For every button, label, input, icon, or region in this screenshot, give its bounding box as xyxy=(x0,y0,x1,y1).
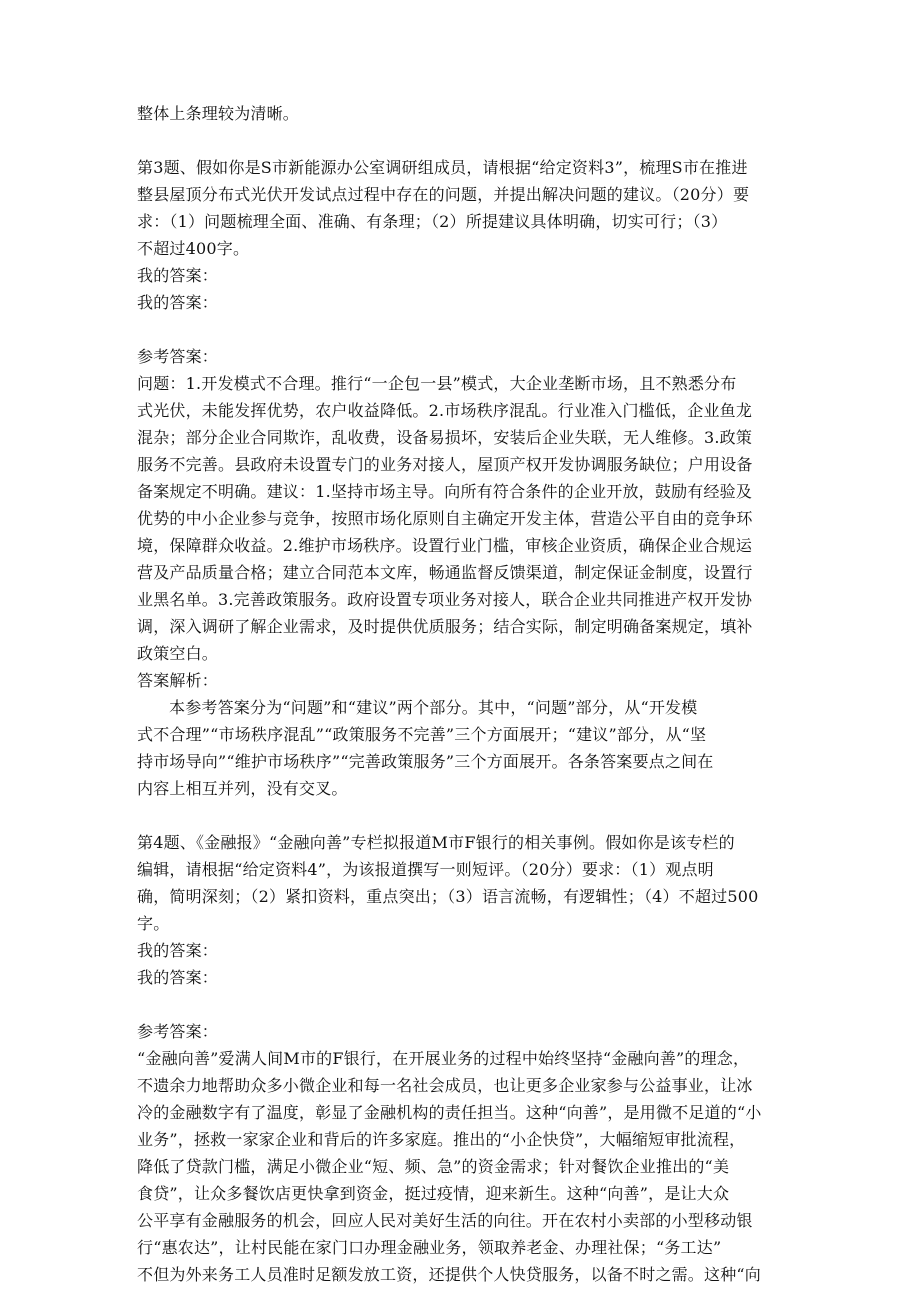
text-line: 业黑名单。3.完善政策服务。政府设置专项业务对接人，联合企业共同推进产权开发协 xyxy=(137,590,753,609)
text-line: 整县屋顶分布式光伏开发试点过程中存在的问题，并提出解决问题的建议。（20分）要 xyxy=(137,185,750,204)
text-line: 求：（1）问题梳理全面、准确、有条理；（2）所提建议具体明确，切实可行；（3） xyxy=(137,212,728,231)
text-line: 问题：1.开发模式不合理。推行“一企包一县”模式，大企业垄断市场，且不熟悉分布 xyxy=(137,374,737,393)
text-line: 我的答案： xyxy=(137,266,219,285)
paragraph-gap xyxy=(137,991,787,1018)
text-line: 公平享有金融服务的机会，回应人民对美好生活的向往。开在农村小卖部的小型移动银 xyxy=(137,1211,753,1230)
my-answer-label xyxy=(137,289,787,316)
analysis-label xyxy=(137,667,787,694)
my-answer-label xyxy=(137,964,787,991)
text-line: 参考答案： xyxy=(137,1022,219,1041)
reference-answer-label xyxy=(137,343,787,370)
my-answer-label xyxy=(137,937,787,964)
document-page xyxy=(137,100,787,1288)
text-line: 式不合理”“市场秩序混乱”“政策服务不完善”三个方面展开；“建议”部分，从“坚 xyxy=(137,725,707,744)
text-line: 内容上相互并列，没有交叉。 xyxy=(137,779,348,798)
text-line: 本参考答案分为“问题”和“建议”两个部分。其中，“问题”部分，从“开发模 xyxy=(169,698,698,717)
reference-answer-4 xyxy=(137,1045,787,1288)
text-line: 备案规定不明确。建议：1.坚持市场主导。向所有符合条件的企业开放，鼓励有经验及 xyxy=(137,482,753,501)
text-line: 我的答案： xyxy=(137,941,219,960)
text-line: 行“惠农达”，让村民能在家门口办理金融业务，领取养老金、办理社保；“务工达” xyxy=(137,1238,722,1257)
text-line: 答案解析： xyxy=(137,671,219,690)
question-3 xyxy=(137,154,787,262)
text-line: 不超过400字。 xyxy=(137,239,250,258)
text-line: 不但为外来务工人员准时足额发放工资，还提供个人快贷服务，以备不时之需。这种“向 xyxy=(137,1265,761,1284)
text-line: 境，保障群众收益。2.维护市场秩序。设置行业门槛，审核企业资质，确保企业合规运 xyxy=(137,536,753,555)
text-line: 调，深入调研了解企业需求，及时提供优质服务；结合实际，制定明确备案规定，填补 xyxy=(137,617,753,636)
prev-analysis-tail xyxy=(137,100,787,127)
text-line: 食贷”，让众多餐饮店更快拿到资金，挺过疫情，迎来新生。这种“向善”，是让大众 xyxy=(137,1184,730,1203)
text-line: 第3题、假如你是S市新能源办公室调研组成员，请根据“给定资料3”，梳理S市在推进 xyxy=(137,158,748,177)
text-line: 编辑，请根据“给定资料4”，为该报道撰写一则短评。（20分）要求：（1）观点明 xyxy=(137,860,714,879)
text-line: 政策空白。 xyxy=(137,644,219,663)
text-line: 冷的金融数字有了温度，彰显了金融机构的责任担当。这种“向善”，是用微不足道的“小 xyxy=(137,1103,762,1122)
text-line: 整体上条理较为清晰。 xyxy=(137,104,300,123)
text-line: 我的答案： xyxy=(137,293,219,312)
text-line: “金融向善”爱满人间M市的F银行，在开展业务的过程中始终坚持“金融向善”的理念， xyxy=(137,1049,750,1068)
text-line: 不遗余力地帮助众多小微企业和每一名社会成员，也让更多企业家参与公益事业，让冰 xyxy=(137,1076,753,1095)
text-line: 降低了贷款门槛，满足小微企业“短、频、急”的资金需求；针对餐饮企业推出的“美 xyxy=(137,1157,730,1176)
paragraph-gap xyxy=(137,802,787,829)
my-answer-label xyxy=(137,262,787,289)
paragraph-gap xyxy=(137,127,787,154)
text-line: 营及产品质量合格；建立合同范本文库，畅通监督反馈渠道，制定保证金制度，设置行 xyxy=(137,563,753,582)
text-line: 式光伏，未能发挥优势，农户收益降低。2.市场秩序混乱。行业准入门槛低，企业鱼龙 xyxy=(137,401,753,420)
reference-answer-3 xyxy=(137,370,787,667)
paragraph-gap xyxy=(137,316,787,343)
text-line: 服务不完善。县政府未设置专门的业务对接人，屋顶产权开发协调服务缺位；户用设备 xyxy=(137,455,753,474)
text-line: 混杂；部分企业合同欺诈，乱收费，设备易损坏，安装后企业失联，无人维修。3.政策 xyxy=(137,428,753,447)
text-line: 第4题、《金融报》“金融向善”专栏拟报道M市F银行的相关事例。假如你是该专栏的 xyxy=(137,833,735,852)
text-line: 字。 xyxy=(137,914,170,933)
text-line: 确，简明深刻；（2）紧扣资料，重点突出；（3）语言流畅，有逻辑性；（4）不超过500 xyxy=(137,887,759,906)
reference-answer-label xyxy=(137,1018,787,1045)
text-line: 参考答案： xyxy=(137,347,219,366)
text-line: 优势的中小企业参与竞争，按照市场化原则自主确定开发主体，营造公平自由的竞争环 xyxy=(137,509,753,528)
question-4 xyxy=(137,829,787,937)
text-line: 我的答案： xyxy=(137,968,219,987)
text-line: 业务”，拯救一家家企业和背后的许多家庭。推出的“小企快贷”，大幅缩短审批流程， xyxy=(137,1130,746,1149)
text-line: 持市场导向”“维护市场秩序”“完善政策服务”三个方面展开。各条答案要点之间在 xyxy=(137,752,714,771)
analysis-3 xyxy=(137,694,787,802)
